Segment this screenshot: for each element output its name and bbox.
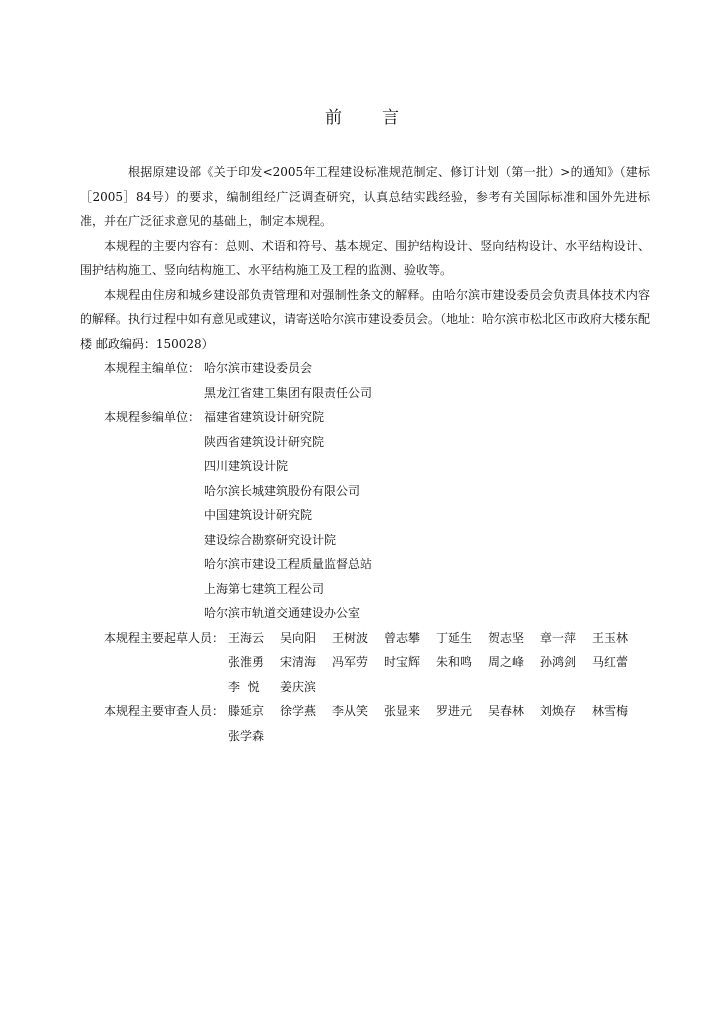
title-part-2: 言 <box>382 108 399 128</box>
participant-unit: 上海第七建筑工程公司 <box>204 581 325 596</box>
drafter-section <box>80 626 650 700</box>
participant-label: 本规程参编单位： <box>104 410 201 424</box>
participant-unit: 建设综合勘察研究设计院 <box>204 532 337 547</box>
reviewer-label: 本规程主要审查人员： <box>104 704 225 718</box>
drafter-names-row <box>228 675 332 700</box>
person-name: 罗进元 <box>436 704 473 718</box>
paragraph-basis: 根据原建设部《关于印发<2005年工程建设标准规范制定、修订计划（第一批）>的通知》（建标［2005］84号）的要求，编制组经广泛调查研究，认真总结实践经验，参考有关国际标准和国外先进标准，并在广泛征求意见的基础上，制定本规程。 <box>80 165 650 228</box>
person-name: 曾志攀 <box>384 630 421 645</box>
person-name: 吴春林 <box>488 704 525 718</box>
person-name: 张显来 <box>384 704 421 718</box>
person-name: 张淮勇 <box>228 655 265 669</box>
person-name: 刘焕存 <box>540 704 577 718</box>
reviewer-names-row <box>228 724 280 749</box>
reviewer-names-row <box>228 699 644 724</box>
chief-editor-section <box>80 356 650 405</box>
person-name: 李从笑 <box>332 704 369 718</box>
participant-unit: 哈尔滨市轨道交通建设办公室 <box>204 606 361 620</box>
participant-unit: 中国建筑设计研究院 <box>204 508 313 522</box>
participant-section <box>80 405 650 626</box>
paragraph-management: 本规程由住房和城乡建设部负责管理和对强制性条文的解释。由哈尔滨市建设委员会负责具体技术内容的解释。执行过程中如有意见或建议，请寄送哈尔滨市建设委员会。（地址：哈尔滨市松北区市政府大楼东配楼 邮政编码：150028） <box>80 287 651 351</box>
drafter-names-row <box>228 650 644 675</box>
person-name: 马红蕾 <box>592 655 629 669</box>
person-name: 王玉林 <box>592 630 629 645</box>
chief-editor-unit: 哈尔滨市建设委员会 <box>204 361 313 375</box>
participant-unit: 哈尔滨市建设工程质量监督总站 <box>204 557 373 571</box>
chief-editor-unit: 黑龙江省建工集团有限责任公司 <box>204 385 373 400</box>
person-name: 林雪梅 <box>592 704 629 718</box>
participant-unit: 四川建筑设计院 <box>204 459 289 473</box>
person-name: 吴向阳 <box>280 630 317 645</box>
person-name: 王海云 <box>228 630 265 645</box>
person-name: 姜庆滨 <box>280 679 317 694</box>
person-name: 贺志坚 <box>488 630 525 645</box>
person-name: 朱和鸣 <box>436 655 473 669</box>
person-name: 王树波 <box>332 630 369 645</box>
person-name: 张学森 <box>228 728 265 743</box>
person-name: 时宝辉 <box>384 655 421 669</box>
page-title <box>0 103 724 128</box>
chief-editor-label: 本规程主编单位： <box>104 361 201 375</box>
person-name: 冯军劳 <box>332 655 369 669</box>
document-body <box>80 160 650 748</box>
person-name: 丁延生 <box>436 630 473 645</box>
drafter-label: 本规程主要起草人员： <box>104 630 225 645</box>
paragraph-contents: 本规程的主要内容有：总则、术语和符号、基本规定、围护结构设计、竖向结构设计、水平结构设计、围护结构施工、竖向结构施工、水平结构施工及工程的监测、验收等。 <box>80 238 650 277</box>
person-name: 孙鸿剑 <box>540 655 577 669</box>
reviewer-section <box>80 699 650 748</box>
person-name: 徐学燕 <box>280 704 317 718</box>
person-name: 李 悦 <box>228 679 260 694</box>
person-name: 滕延京 <box>228 704 265 718</box>
participant-unit: 哈尔滨长城建筑股份有限公司 <box>204 483 361 498</box>
person-name: 章一萍 <box>540 630 577 645</box>
participant-unit: 福建省建筑设计研究院 <box>204 410 325 424</box>
person-name: 宋清海 <box>280 655 317 669</box>
title-part-1: 前 <box>325 108 342 128</box>
person-name: 周之峰 <box>488 655 525 669</box>
participant-unit: 陕西省建筑设计研究院 <box>204 434 325 449</box>
drafter-names-row <box>228 626 644 651</box>
